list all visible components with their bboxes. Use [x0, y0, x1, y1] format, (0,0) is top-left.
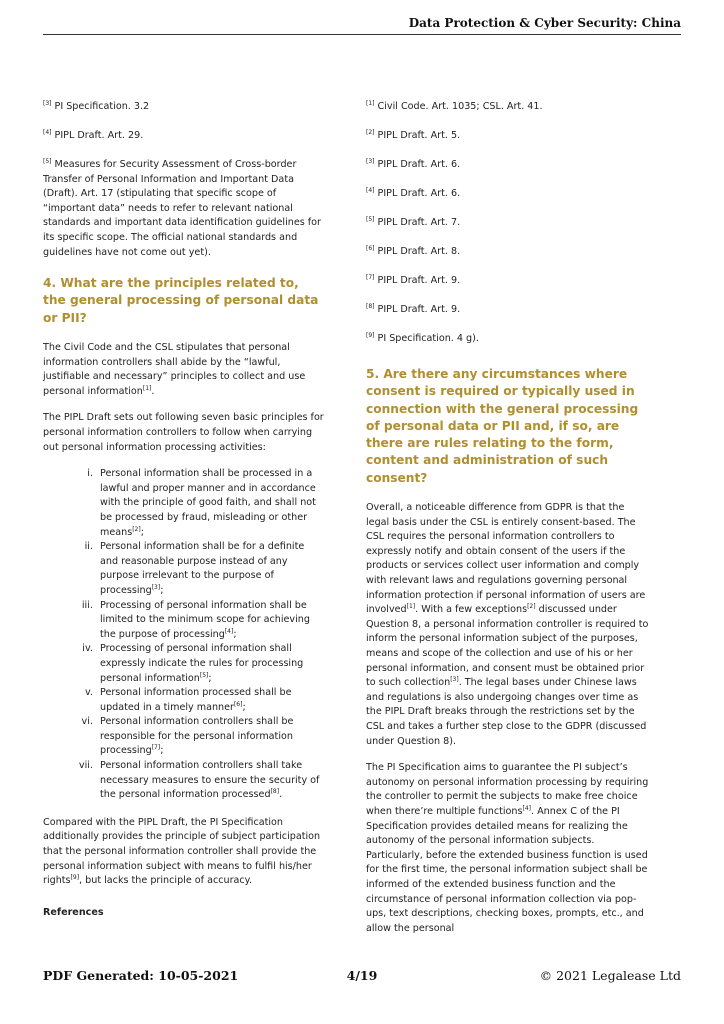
list-item: iii. Processing of personal information shall be limited to the minimum scope for achieving the purpose of processing[4];: [96, 599, 325, 643]
footnote-ref[interactable]: [9]: [70, 874, 80, 882]
footnote: [6] PIPL Draft. Art. 8.: [366, 244, 461, 257]
list-item: iv. Processing of personal information shall expressly indicate the rules for processing personal information[5];: [96, 642, 325, 686]
footnote: [4] PIPL Draft. Art. 29.: [43, 128, 144, 141]
footnote: [7] PIPL Draft. Art. 9.: [366, 273, 461, 286]
copyright: © 2021 Legalease Ltd: [539, 968, 681, 983]
footnote: [8] PIPL Draft. Art. 9.: [366, 302, 461, 315]
footnote-ref[interactable]: [6]: [233, 700, 243, 708]
list-item: v. Personal information processed shall be updated in a timely manner[6];: [96, 686, 325, 715]
list-item: vii. Personal information controllers shall take necessary measures to ensure the security of the personal information processed[8].: [96, 759, 325, 803]
footnote-ref[interactable]: [4]: [224, 627, 234, 635]
footnote: [5] PIPL Draft. Art. 7.: [366, 215, 461, 228]
footnote-ref[interactable]: [4]: [522, 804, 531, 812]
paragraph: The PI Specification aims to guarantee the PI subject’s autonomy on personal information processing by requiring the controller to permit the subjects to make free choice when there’re multiple functions[4]. Annex C of the PI Specification provides detailed means for realizing the autonomy of the personal information subjects. Particularly, before the extended business function is used for the first time, the personal information subject shall be informed of the extended business function and the circumstance of personal information collection via pop-ups, text descriptions, checking boxes, prompts, etc., and allow the personal: [366, 762, 649, 934]
question-5-heading: 5. Are there any circumstances where consent is required or typically used in connection with the general processing of personal data or PII and, if so, are there are rules relating to the form, content and administration of such consent?: [366, 367, 639, 485]
footnote-ref[interactable]: [3]: [450, 676, 459, 684]
list-item: i. Personal information shall be processed in a lawful and proper manner and in accordance with the principle of good faith, and shall not be processed by fraud, misleading or other means[2];: [96, 467, 325, 540]
footnote-ref[interactable]: [1]: [406, 603, 416, 611]
paragraph: The PIPL Draft sets out following seven basic principles for personal information controllers to follow when carrying out personal information processing activities:: [43, 412, 324, 453]
list-item: vi. Personal information controllers shall be responsible for the personal information processing[7];: [96, 715, 325, 759]
footnote-ref[interactable]: [7]: [151, 744, 161, 752]
header-title: Data Protection & Cyber Security: China: [408, 16, 681, 30]
footnote-ref[interactable]: [8]: [270, 788, 280, 796]
footnote: [9] PI Specification. 4 g).: [366, 331, 479, 344]
footnote-ref[interactable]: [2]: [527, 603, 536, 611]
footnote: [1] Civil Code. Art. 1035; CSL. Art. 41.: [366, 99, 543, 112]
references-label: References: [43, 906, 104, 918]
footnote: [3] PIPL Draft. Art. 6.: [366, 157, 461, 170]
list-item: ii. Personal information shall be for a definite and reasonable purpose instead of any purpose irrelevant to the purpose of processing[3];: [96, 540, 325, 598]
page-footer: [43, 968, 681, 986]
footnote-ref[interactable]: [5]: [199, 671, 209, 679]
page-header: [43, 14, 681, 35]
footnote-ref[interactable]: [1]: [142, 384, 152, 392]
footnote: [5] Measures for Security Assessment of Cross-border Transfer of Personal Information and Important Data (Draft). Art. 17 (stipulating that specific scope of “important data” needs to refer to relevant national standards and important data identification guidelines for its specific scope. The official national standards and guidelines have not come out yet).: [43, 157, 321, 258]
principles-list: [43, 467, 325, 803]
question-4-heading: 4. What are the principles related to, the general processing of personal data or PII?: [43, 276, 319, 325]
footnote: [2] PIPL Draft. Art. 5.: [366, 128, 461, 141]
left-column: [43, 100, 325, 918]
paragraph: Compared with the PIPL Draft, the PI Specification additionally provides the principle of subject participation that the personal information controller shall provide the personal information subject with means to fulfil his/her rights[9], but lacks the principle of accuracy.: [43, 816, 321, 887]
footnote: [3] PI Specification. 3.2: [43, 99, 150, 112]
pdf-generated-date: PDF Generated: 10-05-2021: [43, 968, 239, 983]
right-column: [366, 100, 650, 948]
paragraph: Overall, a noticeable difference from GDPR is that the legal basis under the CSL is entirely consent-based. The CSL requires the personal information controllers to expressly notify and obtain consent of the users if the products or services collect user information and comply with relevant laws and regulations governing personal information protection if personal information of users are involved[1]. With a few exceptions[2] discussed under Question 8, a personal information controller is required to inform the personal information subject of the purposes, means and scope of the collection and use of his or her personal information, and consent must be obtained prior to such collection[3]. The legal bases under Chinese laws and regulations is also undergoing changes over time as the PIPL Draft breaks through the restrictions set by the CSL and takes a further step close to the GDPR (discussed under Question 8).: [366, 502, 649, 747]
footnote-ref[interactable]: [2]: [132, 525, 141, 533]
paragraph: The Civil Code and the CSL stipulates that personal information controllers shall abide by the “lawful, justifiable and necessary” principles to collect and use personal information[1].: [43, 342, 306, 397]
footnote: [4] PIPL Draft. Art. 6.: [366, 186, 461, 199]
footnote-ref[interactable]: [3]: [151, 583, 161, 591]
page-number: 4/19: [346, 968, 378, 983]
